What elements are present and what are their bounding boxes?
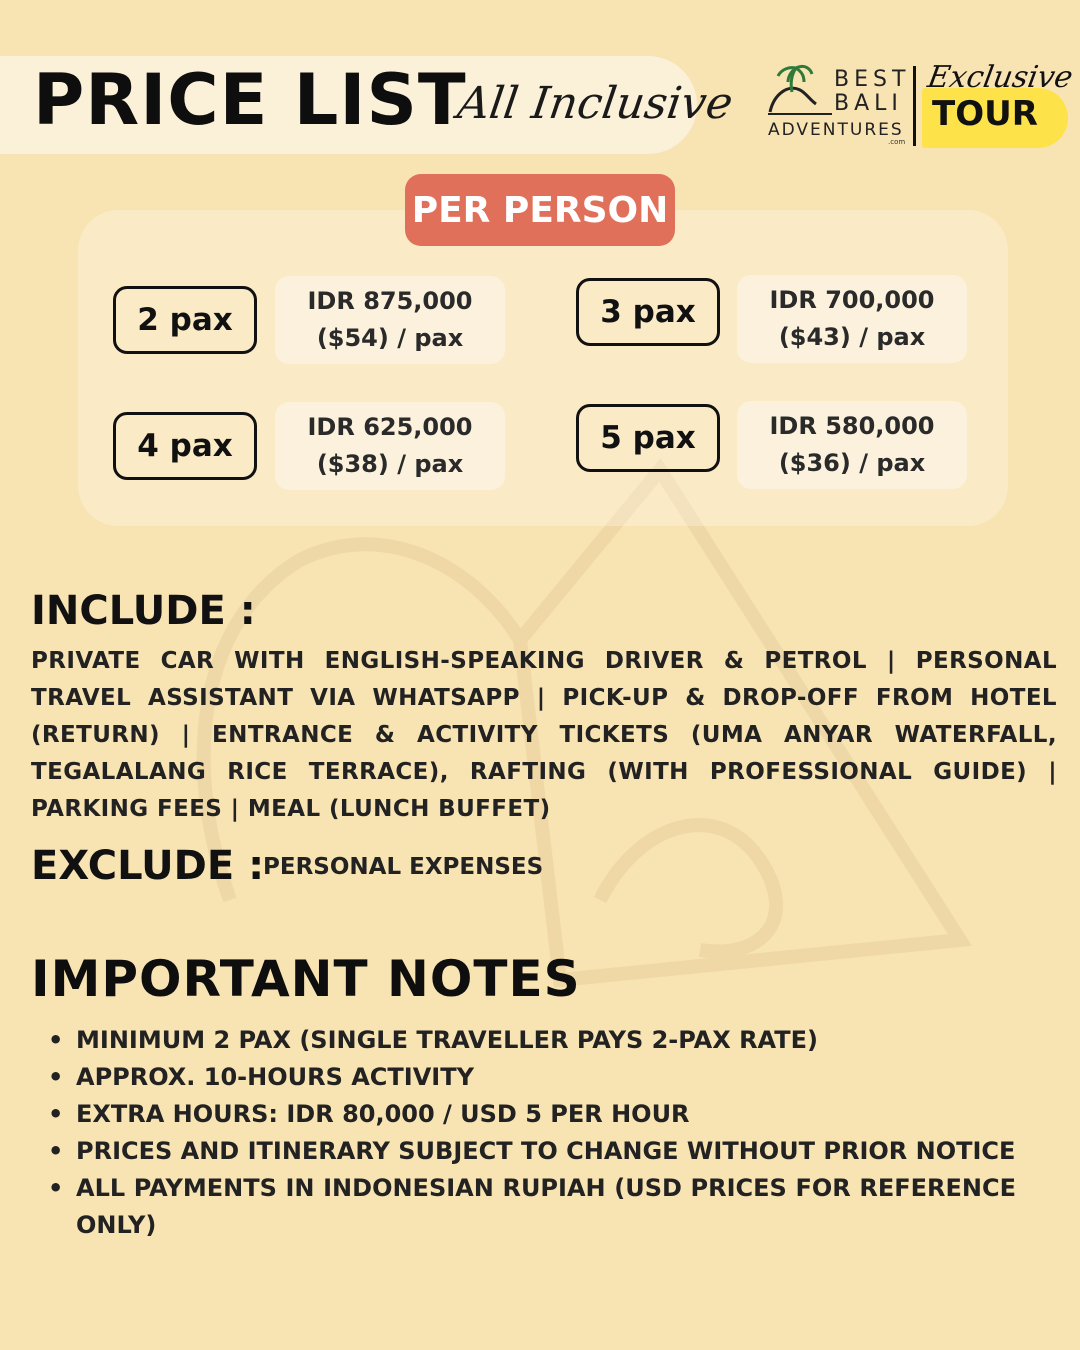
- logo-text-best: BEST: [834, 67, 911, 92]
- price-idr: IDR 700,000: [769, 286, 935, 314]
- brand-logo: [766, 62, 916, 148]
- list-item: • EXTRA HOURS: IDR 80,000 / USD 5 PER HOUR: [48, 1096, 1016, 1133]
- price-card-4: [275, 402, 505, 490]
- per-person-label: PER PERSON: [405, 174, 675, 246]
- page-subtitle-script: All Inclusive: [454, 78, 736, 129]
- price-idr: IDR 875,000: [307, 287, 473, 315]
- include-heading: INCLUDE :: [31, 588, 256, 634]
- pax-badge-5: 5 pax: [576, 404, 720, 472]
- pax-badge-2: 2 pax: [113, 286, 257, 354]
- logo-text-adventures: ADVENTURES: [768, 120, 904, 140]
- bullet-icon: •: [48, 1063, 64, 1091]
- page-title: PRICE LIST: [33, 59, 467, 141]
- list-item: • PRICES AND ITINERARY SUBJECT TO CHANGE WITHOUT PRIOR NOTICE: [48, 1133, 1016, 1170]
- price-card-2: [275, 276, 505, 364]
- price-usd: ($36) / pax: [778, 449, 926, 477]
- price-card-5: [737, 401, 967, 489]
- badge-main-text: TOUR: [932, 94, 1038, 134]
- price-idr: IDR 625,000: [307, 413, 473, 441]
- price-usd: ($54) / pax: [316, 324, 464, 352]
- notes-heading: IMPORTANT NOTES: [31, 950, 581, 1008]
- pax-badge-4: 4 pax: [113, 412, 257, 480]
- logo-text-bali: BALI: [834, 91, 903, 116]
- price-usd: ($43) / pax: [778, 323, 926, 351]
- bullet-icon: •: [48, 1026, 64, 1054]
- include-text: PRIVATE CAR WITH ENGLISH-SPEAKING DRIVER & PETROL | PERSONAL TRAVEL ASSISTANT VIA WHATSAPP | PICK-UP & DROP-OFF FROM HOTEL (RETURN) | ENTRANCE & ACTIVITY TICKETS (UMA ANYAR WATERFALL, TEGALALANG RICE TERRACE), RAFTING (WITH PROFESSIONAL GUIDE) | PARKING FEES | MEAL (LUNCH BUFFET): [31, 648, 1057, 822]
- palm-mountain-logo-icon: [766, 64, 836, 122]
- bullet-icon: •: [48, 1174, 64, 1202]
- list-item: • APPROX. 10-HOURS ACTIVITY: [48, 1059, 1016, 1096]
- bullet-icon: •: [48, 1137, 64, 1165]
- exclude-text: PERSONAL EXPENSES: [263, 854, 544, 880]
- logo-divider: [913, 66, 916, 146]
- bullet-icon: •: [48, 1100, 64, 1128]
- logo-text-suffix: .com: [888, 138, 906, 146]
- notes-list: [48, 1022, 1016, 1244]
- list-item: • MINIMUM 2 PAX (SINGLE TRAVELLER PAYS 2-PAX RATE): [48, 1022, 1016, 1059]
- pax-badge-3: 3 pax: [576, 278, 720, 346]
- badge-script-text: Exclusive: [925, 60, 1076, 95]
- price-card-3: [737, 275, 967, 363]
- exclude-heading: EXCLUDE :: [31, 843, 265, 889]
- price-usd: ($38) / pax: [316, 450, 464, 478]
- list-item: • ALL PAYMENTS IN INDONESIAN RUPIAH (USD PRICES FOR REFERENCE ONLY): [48, 1170, 1016, 1244]
- price-idr: IDR 580,000: [769, 412, 935, 440]
